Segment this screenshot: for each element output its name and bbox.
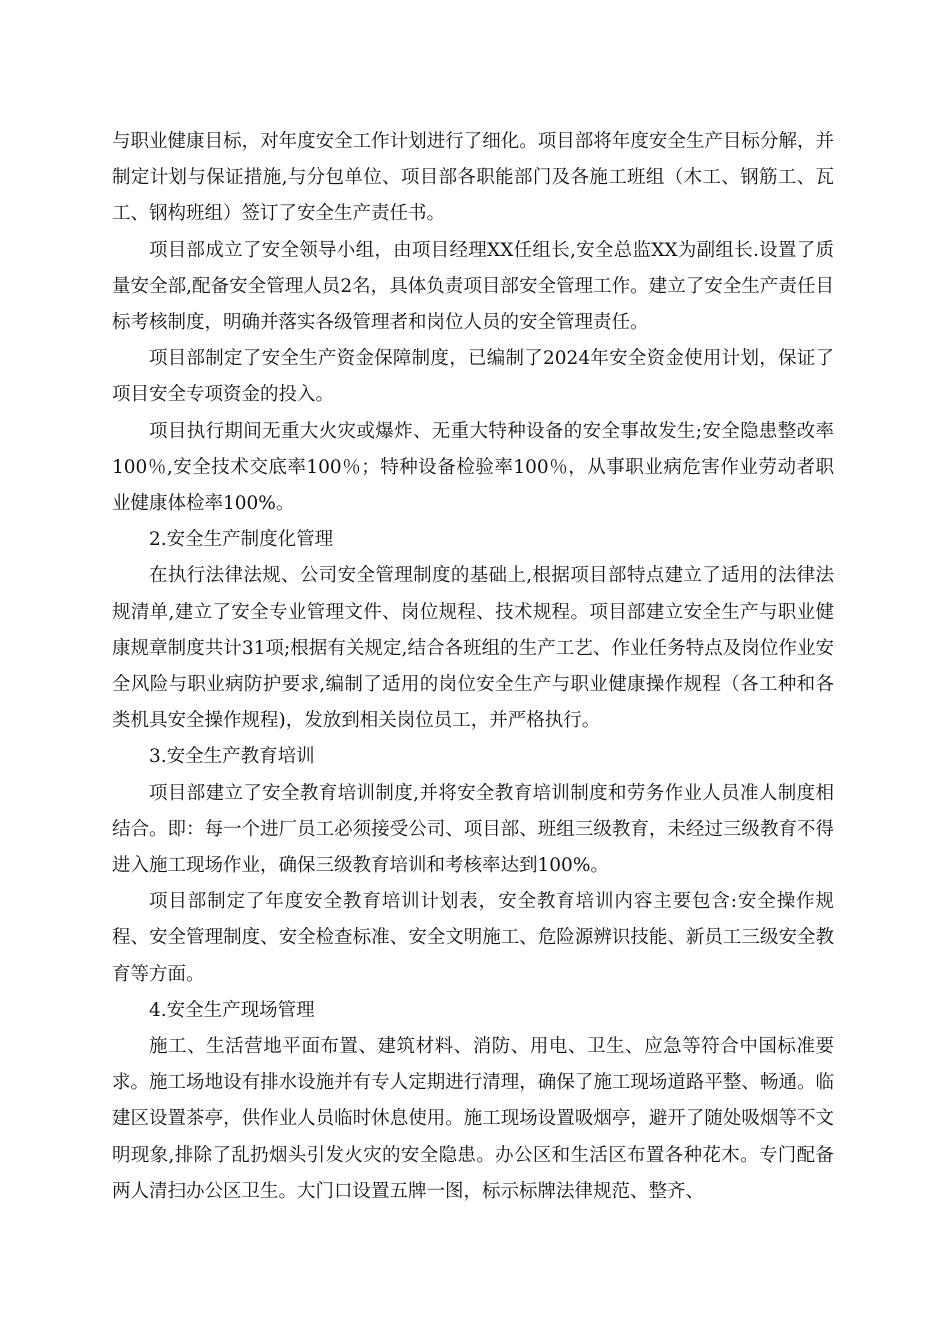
paragraph-safety-leadership-group: 项目部成立了安全领导小组，由项目经理XX任组长,安全总监XX为副组长.设置了质量安全部,配备安全管理人员2名，具体负责项目部安全管理工作。建立了安全生产责任目标考核制度，明确并落实各级管理者和岗位人员的安全管理责任。 bbox=[112, 239, 834, 334]
paragraph-safety-statistics: 项目执行期间无重大火灾或爆炸、无重大特种设备的安全事故发生;安全隐患整改率100％,安全技术交底率100％；特种设备检验率100％，从事职业病危害作业劳动者职业健康体检率100%。 bbox=[112, 420, 834, 515]
section-heading-institutional-management: 2.安全生产制度化管理 bbox=[149, 529, 334, 551]
paragraph-training-system: 项目部建立了安全教育培训制度,并将安全教育培训制度和劳务作业人员准人制度相结合。即：每一个进厂员工必须接受公司、项目部、班组三级教育，未经过三级教育不得进入施工现场作业，确保三级教育培训和考核率达到100%。 bbox=[112, 782, 834, 877]
document-body bbox=[112, 124, 834, 1210]
section-heading-education-training: 3.安全生产教育培训 bbox=[149, 746, 315, 768]
section-heading-site-management: 4.安全生产现场管理 bbox=[149, 999, 315, 1021]
paragraph-site-layout: 施工、生活营地平面布置、建筑材料、消防、用电、卫生、应急等符合中国标准要求。施工场地设有排水设施并有专人定期进行清理，确保了施工现场道路平整、畅通。临建区设置茶亭，供作业人员临时休息使用。施工现场设置吸烟亭，避开了随处吸烟等不文明现象,排除了乱扔烟头引发火灾的安全隐患。办公区和生活区布置各种花木。专门配备两人清扫办公区卫生。大门口设置五牌一图，标示标牌法律规范、整齐、 bbox=[112, 1036, 834, 1202]
paragraph-target-continuation: 与职业健康目标，对年度安全工作计划进行了细化。项目部将年度安全生产目标分解，并制定计划与保证措施,与分包单位、项目部各职能部门及各施工班组（木工、钢筋工、瓦工、钢构班组）签订了安全生产责任书。 bbox=[112, 131, 834, 225]
paragraph-safety-funding: 项目部制定了安全生产资金保障制度，已编制了2024年安全资金使用计划，保证了项目安全专项资金的投入。 bbox=[112, 348, 834, 406]
paragraph-regulations: 在执行法律法规、公司安全管理制度的基础上,根据项目部特点建立了适用的法律法规清单,建立了安全专业管理文件、岗位规程、技术规程。项目部建立安全生产与职业健康规章制度共计31项;根据有关规定,结合各班组的生产工艺、作业任务特点及岗位作业安全风险与职业病防护要求,编制了适用的岗位安全生产与职业健康操作规程（各工种和各类机具安全操作规程)，发放到相关岗位员工，并严格执行。 bbox=[112, 565, 834, 732]
paragraph-training-plan: 项目部制定了年度安全教育培训计划表，安全教育培训内容主要包含:安全操作规程、安全管理制度、安全检查标准、安全文明施工、危险源辨识技能、新员工三级安全教育等方面。 bbox=[112, 891, 834, 985]
